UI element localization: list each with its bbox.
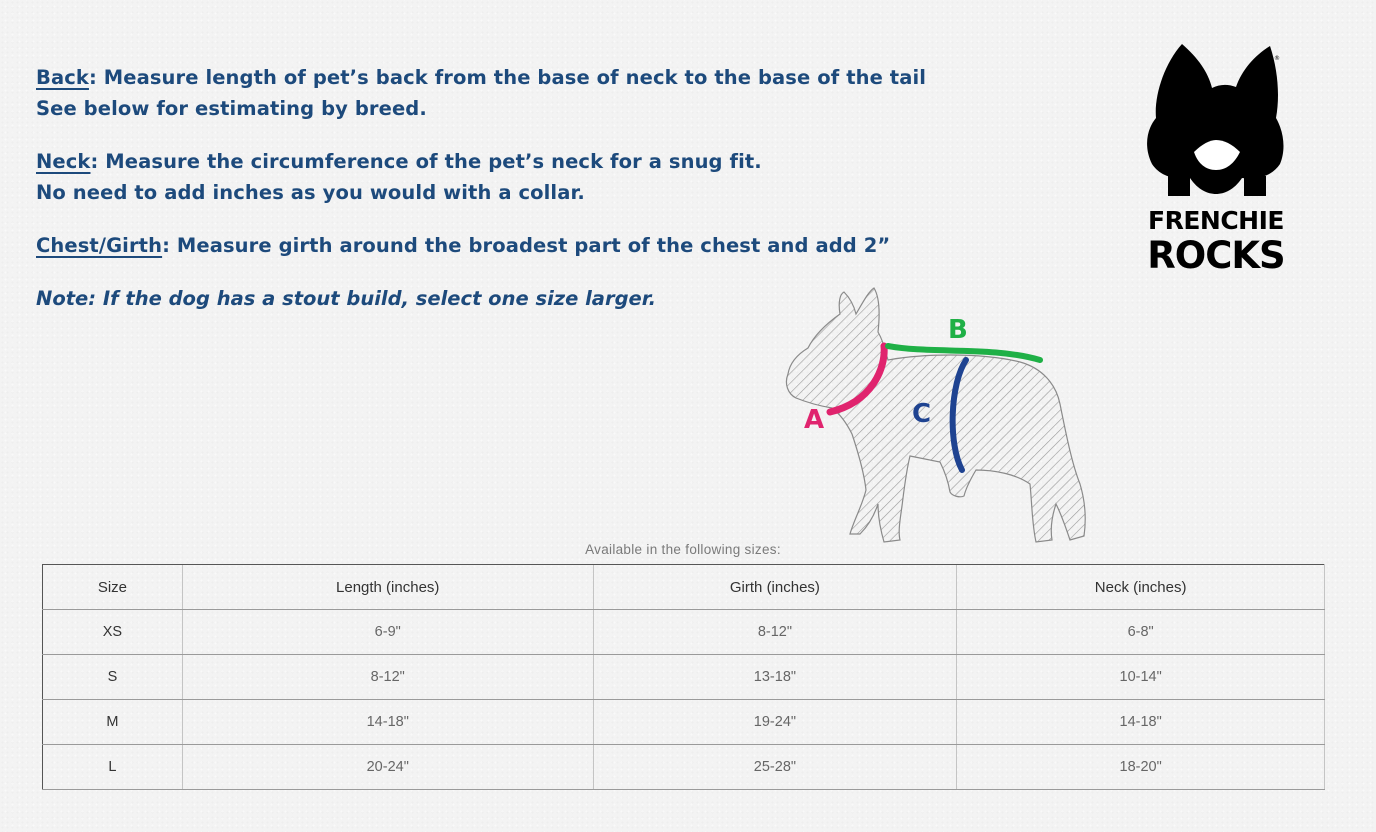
back-instruction xyxy=(36,62,936,124)
length-cell: 8-12" xyxy=(182,655,593,700)
label-a: A xyxy=(804,405,825,435)
back-text: : Measure length of pet’s back from the base of neck to the base of the tail xyxy=(88,66,927,89)
logo-text-rocks: ROCKS xyxy=(1147,234,1285,277)
logo-text-frenchie: FRENCHIE xyxy=(1148,206,1284,235)
stout-build-note: Note: If the dog has a stout build, select one size larger. xyxy=(36,287,657,310)
table-row xyxy=(43,745,1325,790)
table-row xyxy=(43,700,1325,745)
girth-cell: 19-24" xyxy=(593,700,957,745)
back-text-line2: See below for estimating by breed. xyxy=(36,97,427,120)
chest-instruction xyxy=(36,230,936,261)
dog-measurement-diagram xyxy=(780,284,1090,546)
label-c: C xyxy=(912,399,932,429)
registered-mark: ® xyxy=(1274,55,1280,62)
size-cell: M xyxy=(43,700,183,745)
frenchie-rocks-logo xyxy=(1138,40,1294,280)
neck-text: : Measure the circumference of the pet’s neck for a snug fit. xyxy=(90,150,762,173)
neck-cell: 18-20" xyxy=(957,745,1325,790)
girth-cell: 25-28" xyxy=(593,745,957,790)
neck-term: Neck xyxy=(36,150,91,173)
girth-cell: 8-12" xyxy=(593,610,957,655)
table-header-row xyxy=(43,565,1325,610)
neck-instruction xyxy=(36,146,936,208)
table-row xyxy=(43,610,1325,655)
label-b: B xyxy=(948,315,968,345)
girth-cell: 13-18" xyxy=(593,655,957,700)
size-chart-table xyxy=(42,564,1325,790)
table-row xyxy=(43,655,1325,700)
neck-cell: 14-18" xyxy=(957,700,1325,745)
header-size: Size xyxy=(43,565,183,610)
length-cell: 6-9" xyxy=(182,610,593,655)
size-cell: XS xyxy=(43,610,183,655)
neck-cell: 10-14" xyxy=(957,655,1325,700)
header-neck: Neck (inches) xyxy=(957,565,1325,610)
back-term: Back xyxy=(36,66,89,89)
header-girth: Girth (inches) xyxy=(593,565,957,610)
size-cell: L xyxy=(43,745,183,790)
measurement-instructions xyxy=(36,62,936,314)
size-cell: S xyxy=(43,655,183,700)
french-bulldog-head-icon xyxy=(1138,40,1294,200)
length-cell: 14-18" xyxy=(182,700,593,745)
header-length: Length (inches) xyxy=(182,565,593,610)
chest-text: : Measure girth around the broadest part of the chest and add 2” xyxy=(162,234,891,257)
neck-text-line2: No need to add inches as you would with a collar. xyxy=(36,181,585,204)
sizes-caption: Available in the following sizes: xyxy=(585,542,781,557)
neck-cell: 6-8" xyxy=(957,610,1325,655)
chest-term: Chest/Girth xyxy=(36,234,163,257)
length-cell: 20-24" xyxy=(182,745,593,790)
